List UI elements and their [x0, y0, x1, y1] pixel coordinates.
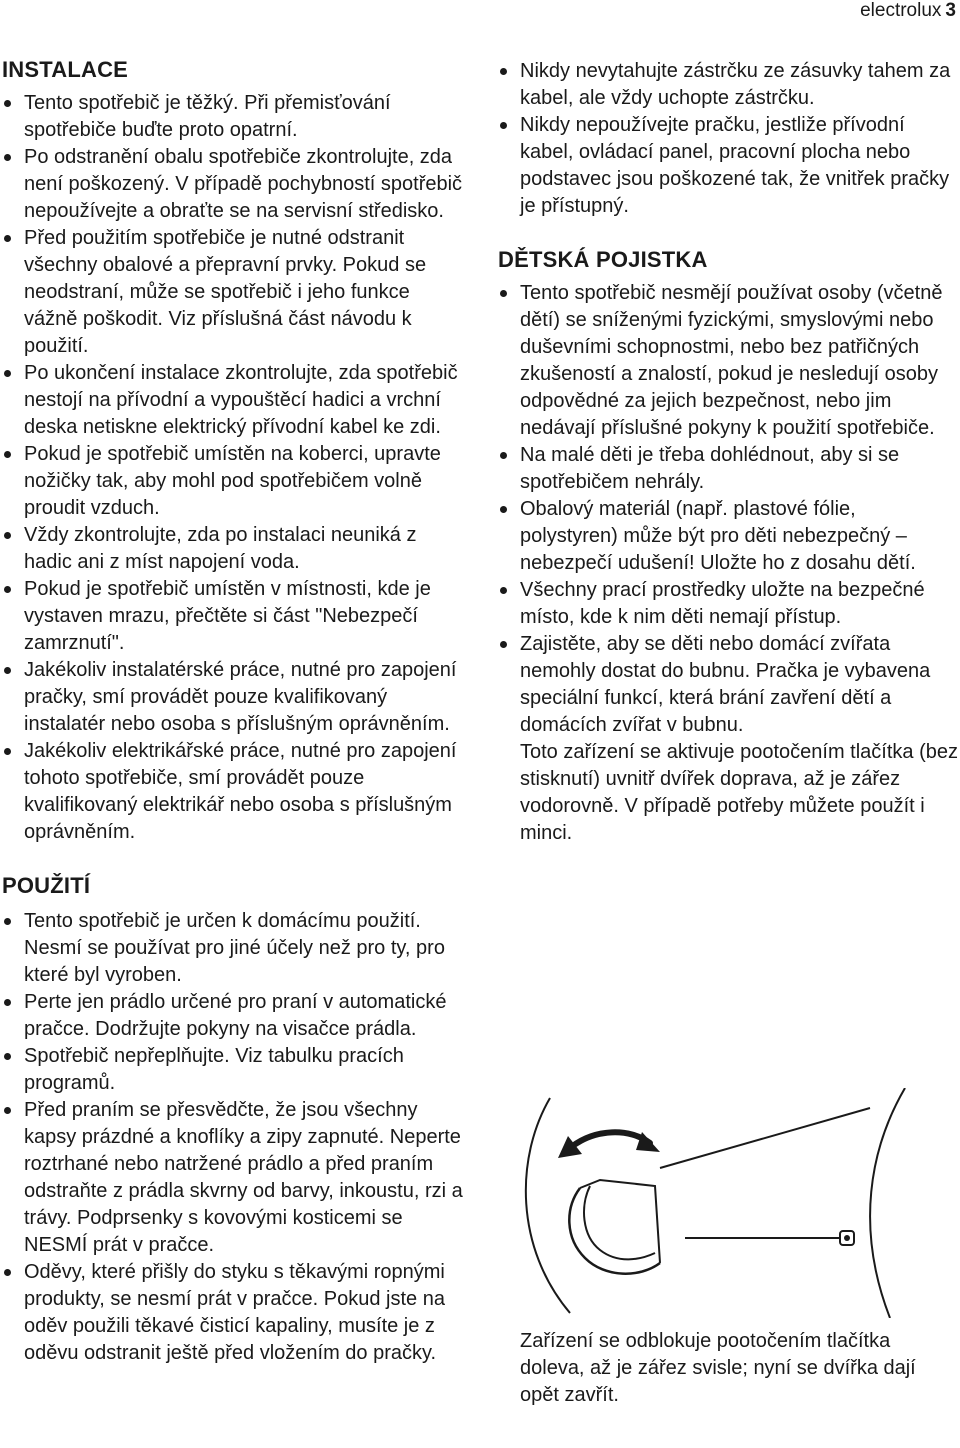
section-title-instalace: INSTALACE	[2, 57, 129, 82]
list-item: Před použitím spotřebiče je nutné odstranit všechny obalové a přepravní prvky. Pokud se neodstraní, může se spotřebič i jeho funkce vážně poškodit. Viz příslušná část návodu k použití.	[2, 225, 464, 360]
list-item: Na malé děti je třeba dohlédnout, aby si se spotřebičem nehrály.	[498, 442, 958, 496]
page-number: 3	[945, 0, 956, 21]
list-item: Oděvy, které přišly do styku s těkavými ropnými produkty, se nesmí prát v pračce. Pokud jste na oděv použili těkavé čisticí kapaliny, musíte je z oděvu odstranit ještě před vložením do pračky.	[2, 1259, 464, 1367]
list-item: Po odstranění obalu spotřebiče zkontrolujte, zda není poškozený. V případě pochybností spotřebič nepoužívejte a obraťte se na servisní středisko.	[2, 144, 464, 225]
list-item: Nikdy nevytahujte zástrčku ze zásuvky tahem za kabel, ale vždy uchopte zástrčku.	[498, 58, 958, 112]
list-item: Vždy zkontrolujte, zda po instalaci neuniká z hadic ani z míst napojení voda.	[2, 522, 464, 576]
list-item: Jakékoliv instalatérské práce, nutné pro zapojení pračky, smí provádět pouze kvalifikovaný instalatér nebo osoba s příslušným oprávněním.	[2, 657, 464, 738]
list-item: Nikdy nepoužívejte pračku, jestliže přívodní kabel, ovládací panel, pracovní plocha nebo podstavec jsou poškozené tak, že vnitřek pračky je přístupný.	[498, 112, 958, 220]
list-item: Tento spotřebič je určen k domácímu použití. Nesmí se používat pro jiné účely než pro ty, pro které byl vyroben.	[2, 908, 464, 989]
section-title-detska-pojistka: DĚTSKÁ POJISTKA	[498, 247, 708, 272]
list-item: Pokud je spotřebič umístěn na koberci, upravte nožičky tak, aby mohl pod spotřebičem volně proudit vzduch.	[2, 441, 464, 522]
list-item: Tento spotřebič je těžký. Při přemisťování spotřebiče buďte proto opatrní.	[2, 90, 464, 144]
list-item: Po ukončení instalace zkontrolujte, zda spotřebič nestojí na přívodní a vypouštěcí hadici a vrchní deska netiskne elektrický přívodní kabel ke zdi.	[2, 360, 464, 441]
section-title-pouziti: POUŽITÍ	[2, 873, 91, 898]
child-lock-activation-text: Toto zařízení se aktivuje pootočením tlačítka (bez stisknutí) uvnitř dvířek doprava, až je zářez vodorovně. V případě potřeby můžete použít i minci.	[520, 741, 958, 844]
list-item: Jakékoliv elektrikářské práce, nutné pro zapojení tohoto spotřebiče, smí provádět pouze kvalifikovaný elektrikář nebo osoba s příslušným oprávněním.	[2, 738, 464, 846]
detska-list	[498, 280, 958, 739]
child-lock-illustration	[510, 1088, 958, 1318]
list-item: Před praním se přesvědčte, že jsou všechny kapsy prázdné a knoflíky a zipy zapnuté. Neperte roztrhané nebo natržené prádlo a před praním odstraňte z prádla skvrny od barvy, inkoustu, rzi a trávy. Podprsenky s kovovými kosticemi se NESMÍ prát v pračce.	[2, 1097, 464, 1259]
right-column	[498, 58, 958, 847]
page-header	[860, 0, 956, 22]
pouziti-list	[2, 908, 464, 1367]
list-item: Pokud je spotřebič umístěn v místnosti, kde je vystaven mrazu, přečtěte si část "Nebezpečí zamrznutí".	[2, 576, 464, 657]
instalace-list	[2, 90, 464, 846]
list-item: Všechny prací prostředky uložte na bezpečné místo, kde k nim děti nemají přístup.	[498, 577, 958, 631]
door-lock-drawing	[510, 1088, 958, 1318]
brand-name: electrolux	[860, 0, 942, 21]
list-item: Spotřebič nepřeplňujte. Viz tabulku pracích programů.	[2, 1043, 464, 1097]
list-item: Perte jen prádlo určené pro praní v automatické pračce. Dodržujte pokyny na visačce prádla.	[2, 989, 464, 1043]
list-item: Tento spotřebič nesmějí používat osoby (včetně dětí) se sníženými fyzickými, smyslovými nebo duševními schopnostmi, nebo bez patřičných zkušeností a znalostí, pokud je nesledují osoby odpovědné za jejich bezpečnost, nebo jim nedávají příslušné pokyny k použití spotřebiče.	[498, 280, 958, 442]
list-item: Obalový materiál (např. plastové fólie, polystyren) může být pro děti nebezpečný – nebezpečí udušení! Uložte ho z dosahu dětí.	[498, 496, 958, 577]
figure-caption: Zařízení se odblokuje pootočením tlačítka doleva, až je zářez svisle; nyní se dvířka dají opět zavřít.	[520, 1330, 916, 1406]
list-item: Zajistěte, aby se děti nebo domácí zvířata nemohly dostat do bubnu. Pračka je vybavena speciální funkcí, která brání zavření dětí a domácích zvířat v bubnu.	[498, 631, 958, 739]
pouziti-list-continued	[498, 58, 958, 220]
left-column	[2, 56, 464, 1367]
